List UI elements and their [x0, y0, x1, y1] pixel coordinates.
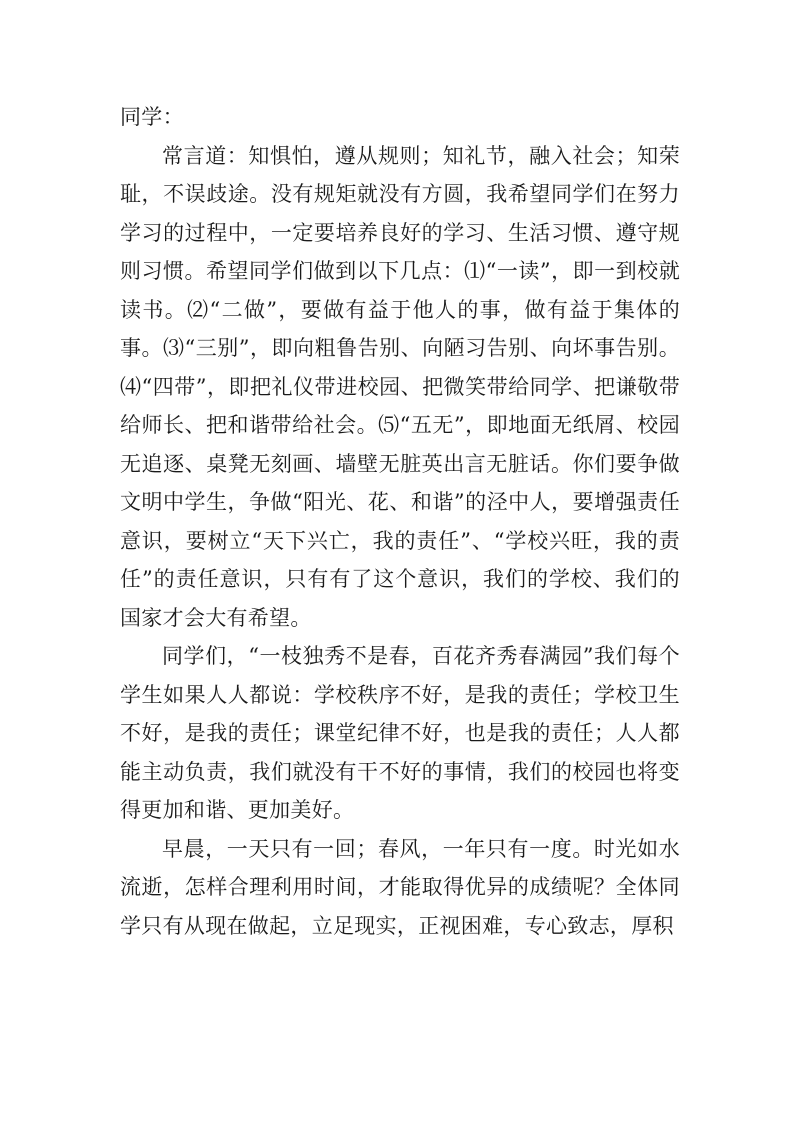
- document-body: [120, 98, 680, 945]
- body-paragraph-responsibility: 同学们，“一枝独秀不是春，百花齐秀春满园”我们每个学生如果人人都说：学校秩序不好，是我的责任；学校卫生不好，是我的责任；课堂纪律不好，也是我的责任；人人都能主动负责，我们就没有干不好的事情，我们的校园也将变得更加和谐、更加美好。: [120, 644, 680, 822]
- body-paragraph-time: 早晨，一天只有一回；春风，一年只有一度。时光如水流逝，怎样合理利用时间，才能取得优异的成绩呢？全体同学只有从现在做起，立足现实，正视困难，专心致志，厚积: [120, 836, 680, 938]
- salutation-paragraph: 同学：: [120, 105, 184, 129]
- body-paragraph-rules: 常言道：知惧怕，遵从规则；知礼节，融入社会；知荣耻，不误歧途。没有规矩就没有方圆，我希望同学们在努力学习的过程中，一定要培养良好的学习、生活习惯、遵守规则习惯。希望同学们做到以下几点：⑴“一读”，即一到校就读书。⑵“二做”，要做有益于他人的事，做有益于集体的事。⑶“三别”，即向粗鲁告别、向陋习告别、向坏事告别。⑷“四带”，即把礼仪带进校园、把微笑带给同学、把谦敬带给师长、把和谐带给社会。⑸“五无”，即地面无纸屑、校园无追逐、桌凳无刻画、墙壁无脏英出言无脏话。你们要争做文明中学生，争做“阳光、花、和谐”的泾中人，要增强责任意识，要树立“天下兴亡，我的责任”、“学校兴旺，我的责任”的责任意识，只有有了这个意识，我们的学校、我们的国家才会大有希望。: [120, 143, 680, 630]
